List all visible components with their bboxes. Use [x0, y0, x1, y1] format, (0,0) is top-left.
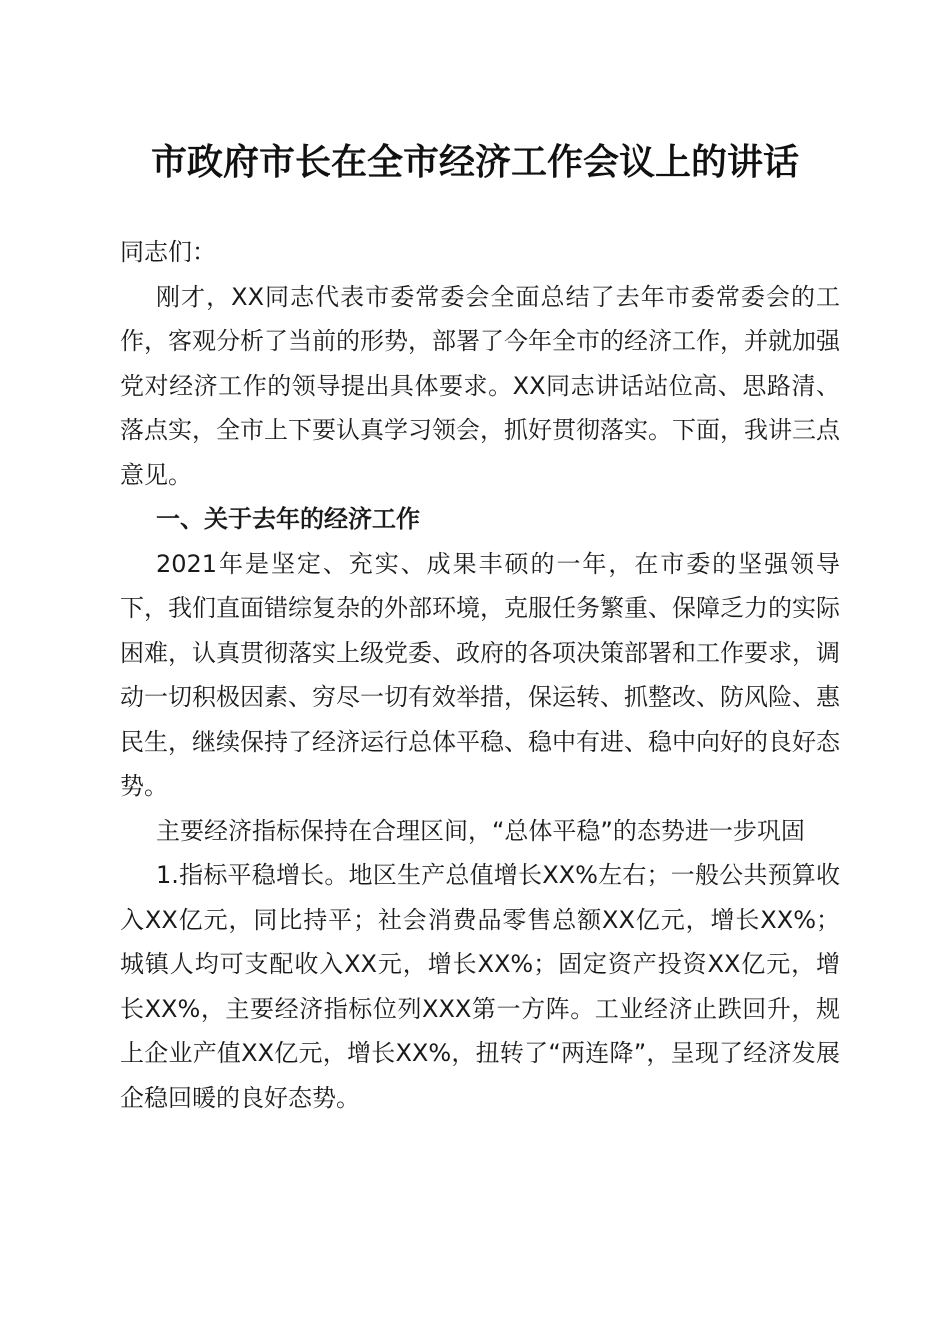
- document-title: 市政府市长在全市经济工作会议上的讲话: [150, 141, 799, 183]
- section-paragraph-2: 主要经济指标保持在合理区间，“总体平稳”的态势进一步巩固: [156, 816, 805, 845]
- section-heading: 一、关于去年的经济工作: [156, 505, 420, 533]
- section-paragraph-3: 1.指标平稳增长。地区生产总值增长XX%左右；一般公共预算收入XX亿元，同比持平；社会消费品零售总额XX亿元，增长XX%；城镇人均可支配收入XX元，增长XX%；固定资产投资XX亿元，增长XX%，主要经济指标位列XXX第一方阵。工业经济止跌回升，规上企业产值XX亿元，增长XX%，扭转了“两连降”，呈现了经济发展企稳回暖的良好态势。: [120, 861, 840, 1112]
- document-body: [120, 230, 840, 1120]
- section-paragraph-1: 2021年是坚定、充实、成果丰硕的一年，在市委的坚强领导下，我们直面错综复杂的外部环境，克服任务繁重、保障乏力的实际困难，认真贯彻落实上级党委、政府的各项决策部署和工作要求，调动一切积极因素、穷尽一切有效举措，保运转、抓整改、防风险、惠民生，继续保持了经济运行总体平稳、稳中有进、稳中向好的良好态势。: [120, 549, 840, 800]
- salutation: 同志们：: [120, 238, 216, 266]
- intro-paragraph: 刚才，XX同志代表市委常委会全面总结了去年市委常委会的工作，客观分析了当前的形势，部署了今年全市的经济工作，并就加强党对经济工作的领导提出具体要求。XX同志讲话站位高、思路清、落点实，全市上下要认真学习领会，抓好贯彻落实。下面，我讲三点意见。: [120, 282, 840, 489]
